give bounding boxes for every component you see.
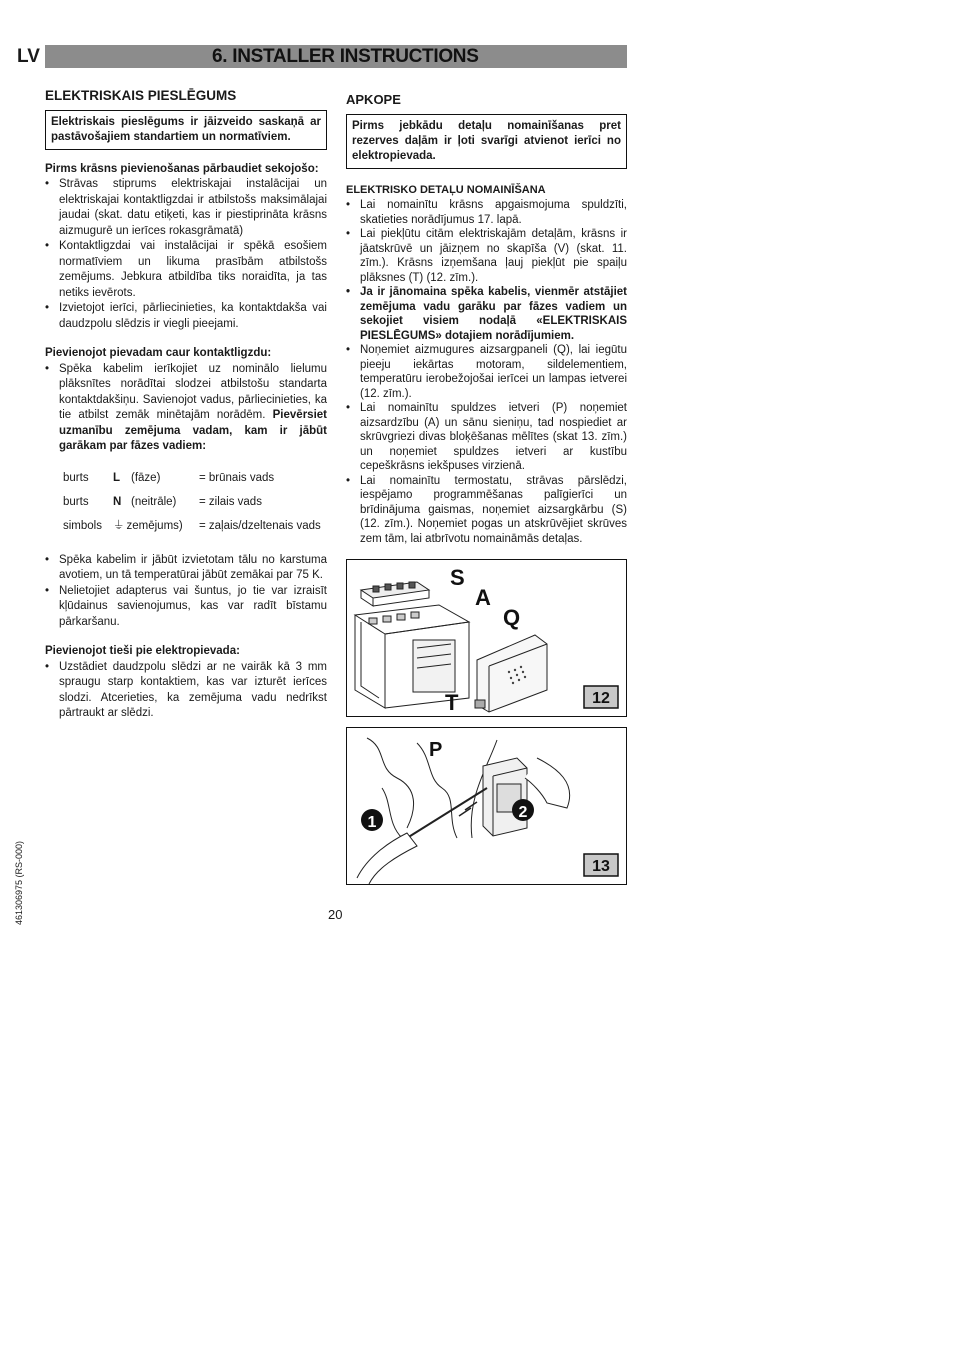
- wiring-color: = zilais vads: [199, 495, 262, 508]
- socket-item-text: Spēka kabelim ierīkojiet uz nominālo lielumu plāksnītes norādītai slodzei atbilstošu standarta kontaktdakšiņu. Savienojot vadus, pārliecinieties, ka tie atbilst zemāk minētajām norādēm.: [59, 362, 327, 422]
- wiring-word: simbols: [63, 519, 102, 532]
- list-item: • Noņemiet aizmugures aizsargpaneli (Q), lai iegūtu pieeju iekārtas motoram, sildelementiem, temperatūru ierobežojošai ierīcei un lampas ietverei (12. zīm.).: [346, 343, 627, 401]
- list-item: • Strāvas stiprums elektriskajai instalācijai un elektriskajai kontaktligzdai ir atbilstošs maksimālajai jaudai (skat. datu etiķeti, kas ir piestiprināta krāsns aizmugurē un ierīces rokasgrāmatā): [45, 177, 327, 239]
- oven-illustration: [347, 560, 626, 716]
- language-code: LV: [17, 46, 40, 67]
- wiring-color: = zaļais/dzeltenais vads: [199, 519, 321, 532]
- socket-item-bold: Pievērsiet uzmanību zemējuma vadam, kam ir jābūt garākam par fāzes vadiem:: [59, 409, 327, 453]
- direct-title: Pievienojot tieši pie elektropievada:: [45, 645, 240, 658]
- step-1-marker: 1: [367, 814, 377, 831]
- list-item: • Ja ir jānomaina spēka kabelis, vienmēr atstājiet zemējuma vadu garāku par fāzes vadiem un sekojiet visiem nodaļā «ELEKTRISKAIS PIESLĒGUMS» dotajiem norādījumiem.: [346, 285, 627, 343]
- check-list: [45, 177, 327, 332]
- document-code: 461306975 (RS-000): [14, 840, 24, 925]
- label-s: S: [450, 565, 465, 590]
- cable-list: [45, 553, 327, 631]
- step-2-marker: 2: [518, 804, 528, 821]
- replace-title: ELEKTRISKO DETAĻU NOMAINĪŠANA: [346, 183, 546, 196]
- replace-list: [346, 198, 627, 546]
- figure-13: [346, 727, 627, 885]
- left-column: [45, 88, 327, 722]
- wiring-word: burts: [63, 471, 89, 484]
- wiring-color: = brūnais vads: [199, 471, 275, 484]
- check-title: Pirms krāsns pievienošanas pārbaudiet sekojošo:: [45, 162, 319, 175]
- wiring-table: [63, 467, 327, 539]
- wiring-word: burts: [63, 495, 89, 508]
- wiring-desc: (fāze): [131, 471, 161, 484]
- wiring-row: [63, 515, 327, 539]
- page-number: 20: [328, 907, 343, 922]
- socket-list: [45, 362, 327, 455]
- wiring-desc: (neitrāle): [131, 495, 177, 508]
- list-item: • Lai piekļūtu citām elektriskajām detaļām, krāsns ir jāatskrūvē un jāizņem no skapīša (V) (skat. 11. zīm.). Krāsns izņemšana ļauj piekļūt pie spaiļu plāksnes (T) (12. zīm.).: [346, 227, 627, 285]
- wiring-symbol: N: [113, 495, 122, 508]
- list-item: • Nelietojiet adapterus vai šuntus, jo tie var izraisīt kļūdainus savienojumus, kas var radīt bīstamu pārkaršanu.: [45, 584, 327, 631]
- label-q: Q: [503, 605, 521, 630]
- list-item: • Spēka kabelim ir jābūt izvietotam tālu no karstuma avotiem, un tā temperatūrai jābūt zemākai par 75 K.: [45, 553, 327, 584]
- electrical-notice-box: Elektriskais pieslēgums ir jāizveido saskaņā ar pastāvošajiem standartiem un normatīviem.: [45, 110, 327, 150]
- page-title: 6. INSTALLER INSTRUCTIONS: [212, 46, 479, 67]
- wiring-row: [63, 467, 327, 491]
- wiring-symbol: L: [113, 471, 121, 484]
- ground-icon: ⏚: [113, 519, 125, 532]
- list-item: • Uzstādiet daudzpolu slēdzi ar ne vairāk kā 3 mm spraugu starp kontaktiem, kas var izturēt ierīces slodzi. Atcerieties, ka zemējuma vadu nedrīkst pārtraukt ar slēdzi.: [45, 660, 327, 722]
- figure-number-13: 13: [592, 858, 610, 875]
- label-p: P: [429, 739, 443, 761]
- wiring-row: [63, 491, 327, 515]
- direct-list: [45, 660, 327, 722]
- wiring-desc: zemējums): [126, 519, 183, 532]
- label-a: A: [475, 585, 491, 610]
- section-heading-maintenance: APKOPE: [346, 92, 401, 107]
- list-item: [45, 362, 327, 455]
- list-item: • Lai nomainītu krāsns apgaismojuma spuldzīti, skatieties norādījumus 17. lapā.: [346, 198, 627, 227]
- figure-12: [346, 559, 627, 717]
- maintenance-notice-box: Pirms jebkādu detaļu nomainīšanas pret rezerves daļām ir ļoti svarīgi atvienot ierīci no elektropievada.: [346, 114, 627, 169]
- right-column: [346, 92, 627, 546]
- list-item: • Lai nomainītu spuldzes ietveri (P) noņemiet aizsardzību (A) un sānu sieniņu, tad nospiediet ar skrūvgriezi divas bloķēšanas mēlītes (skat 13. zīm.) un noņemiet spuldzes ietveri ar kustību cepeškrāsns iekšpuses virzienā.: [346, 401, 627, 474]
- figure-number-12: 12: [592, 690, 610, 707]
- section-heading-electrical: ELEKTRISKAIS PIESLĒGUMS: [45, 88, 237, 103]
- list-item: • Lai nomainītu termostatu, strāvas pārslēdzi, iespējamo programmēšanas palīgierīci un brīdinājuma gaismas, noņemiet aizsargkārbu (S) (12. zīm.). Noņemiet pogas un atskrūvējiet skrūves zem tām, lai atbrīvotu nomaināmās detaļas.: [346, 474, 627, 547]
- list-item: • Kontaktligzdai vai instalācijai ir spēkā esošiem normatīviem un likuma prasībām atbilstošs zemējums. Jebkura atbildība tiks noraidīta, ja tas netiks ievērots.: [45, 239, 327, 301]
- list-item: • Izvietojot ierīci, pārliecinieties, ka kontaktdakša vai daudzpolu slēdzis ir viegli pieejami.: [45, 301, 327, 332]
- label-t: T: [445, 690, 459, 715]
- lamp-holder-illustration: [347, 728, 626, 884]
- socket-title: Pievienojot pievadam caur kontaktligzdu:: [45, 347, 272, 360]
